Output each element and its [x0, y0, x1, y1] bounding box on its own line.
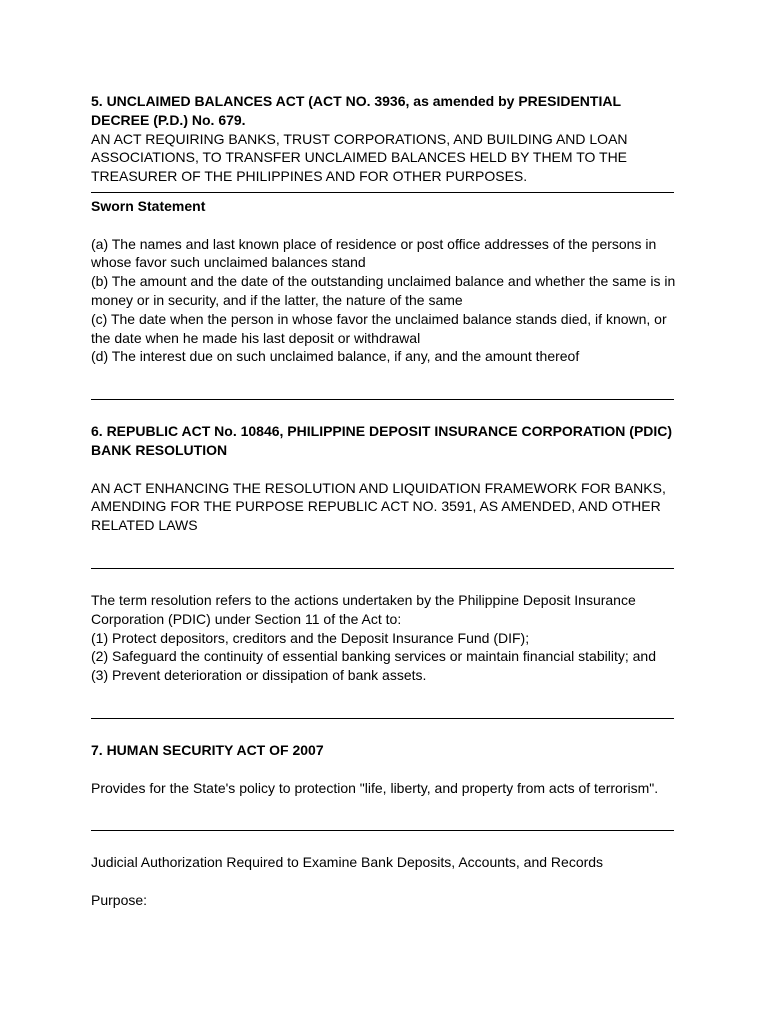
section-5-act-title-line-3: TREASURER OF THE PHILIPPINES AND FOR OTHER PURPOSES. [91, 168, 528, 185]
section-6-heading: 6. REPUBLIC ACT No. 10846, PHILIPPINE DEPOSIT INSURANCE CORPORATION (PDIC) BANK RESOLUTION [91, 423, 673, 458]
sworn-item-c: (c) The date when the person in whose favor the unclaimed balance stands died, if known, or the date when he made his last deposit or withdrawal [91, 310, 667, 346]
section-5-act-title-line-1: AN ACT REQUIRING BANKS, TRUST CORPORATIONS, AND BUILDING AND LOAN [91, 130, 628, 147]
resolution-item-3: (3) Prevent deterioration or dissipation of bank assets. [91, 667, 427, 684]
divider-4 [91, 718, 674, 719]
divider-3 [91, 568, 674, 569]
divider-5 [91, 830, 674, 831]
section-5-heading: 5. UNCLAIMED BALANCES ACT (ACT NO. 3936, as amended by PRESIDENTIAL DECREE (P.D.) No. 679. [91, 93, 621, 128]
judicial-authorization-text: Judicial Authorization Required to Examine Bank Deposits, Accounts, and Records [91, 854, 604, 871]
sworn-statement-heading: Sworn Statement [91, 197, 206, 214]
divider-1 [91, 192, 674, 193]
purpose-label: Purpose: [91, 891, 148, 908]
section-5-act-title-line-2: ASSOCIATIONS, TO TRANSFER UNCLAIMED BALANCES HELD BY THEM TO THE [91, 149, 628, 166]
section-6-act-title-line-2: AMENDING FOR THE PURPOSE REPUBLIC ACT NO. 3591, AS AMENDED, AND OTHER [91, 498, 661, 515]
resolution-item-2: (2) Safeguard the continuity of essential banking services or maintain financial stability; and [91, 648, 656, 665]
divider-2 [91, 399, 674, 400]
spacer [91, 216, 677, 235]
spacer [91, 460, 677, 479]
sworn-item-d: (d) The interest due on such unclaimed balance, if any, and the amount thereof [91, 348, 580, 365]
section-6-act-title-line-3: RELATED LAWS [91, 517, 198, 534]
sworn-item-a: (a) The names and last known place of residence or post office addresses of the persons in whose favor such unclaimed balances stand [91, 235, 657, 271]
resolution-item-1: (1) Protect depositors, creditors and the Deposit Insurance Fund (DIF); [91, 629, 530, 646]
section-7-policy: Provides for the State's policy to protection "life, liberty, and property from acts of terrorism". [91, 779, 659, 796]
section-7-heading: 7. HUMAN SECURITY ACT OF 2007 [91, 741, 324, 758]
spacer [91, 872, 677, 891]
sworn-item-b: (b) The amount and the date of the outstanding unclaimed balance and whether the same is in money or in security, and if the latter, the nature of the same [91, 273, 676, 308]
resolution-intro: The term resolution refers to the actions undertaken by the Philippine Deposit Insurance Corporation (PDIC) under Section 11 of the Act to: [91, 591, 636, 627]
section-6-act-title-line-1: AN ACT ENHANCING THE RESOLUTION AND LIQUIDATION FRAMEWORK FOR BANKS, [91, 479, 666, 496]
spacer [91, 760, 677, 779]
document-content [91, 92, 677, 910]
